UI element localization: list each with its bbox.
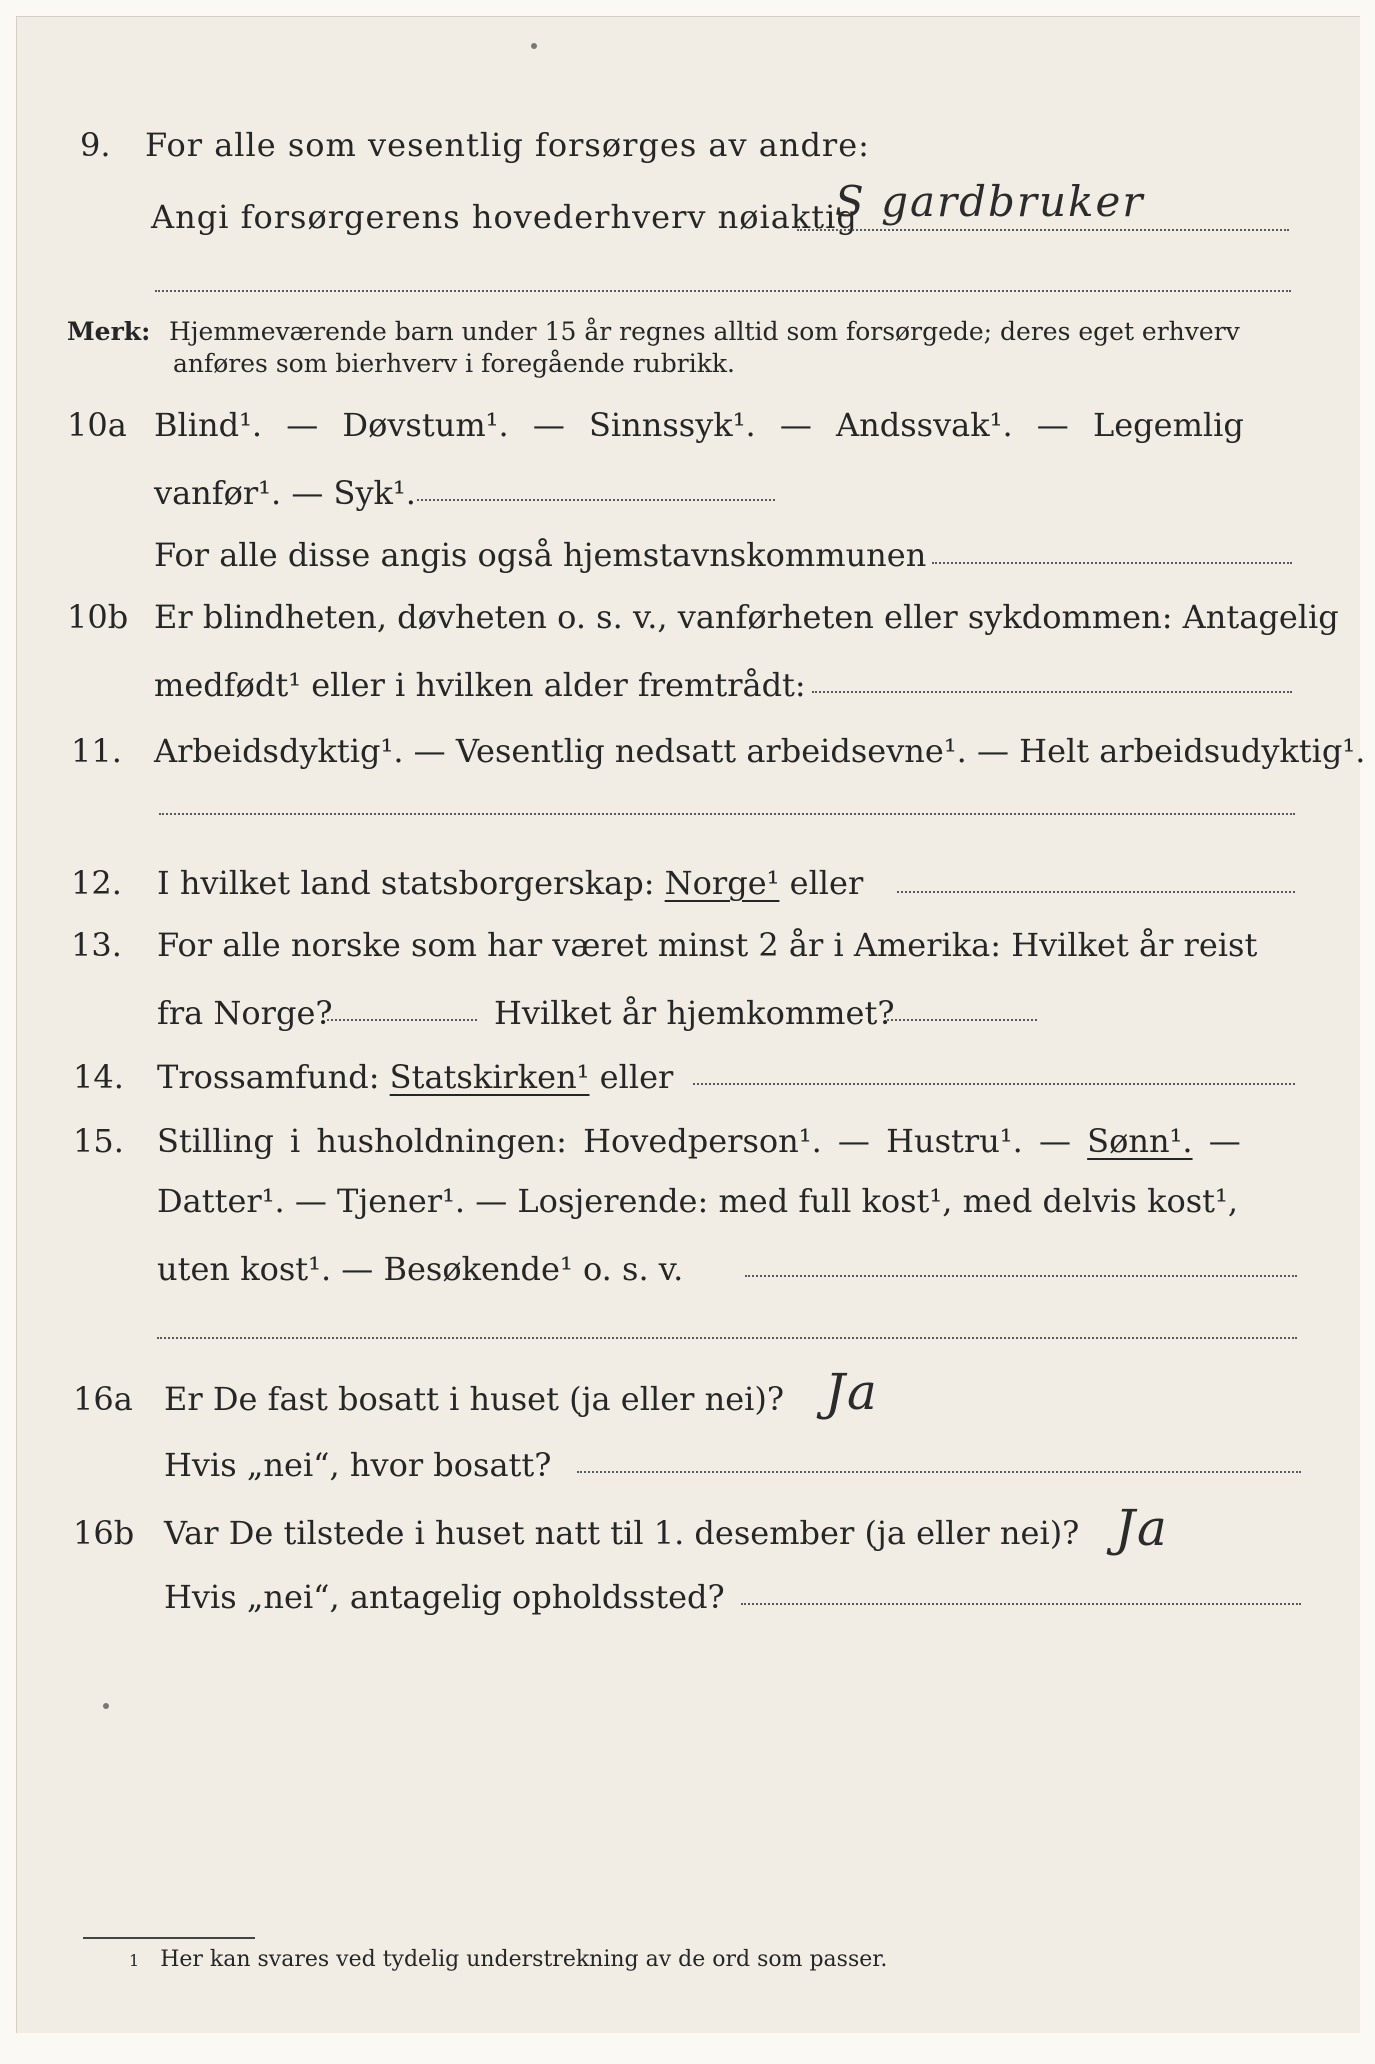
q16b-number: 16b xyxy=(73,1514,135,1552)
q10a-line2: vanfør¹. — Syk¹. xyxy=(154,474,416,512)
q15-line3: uten kost¹. — Besøkende¹ o. s. v. xyxy=(157,1250,684,1288)
q16a-handwritten-answer: Ja xyxy=(825,1363,879,1421)
paper-speck xyxy=(531,43,537,49)
q12-other-country-line xyxy=(897,891,1295,893)
q10a-number: 10a xyxy=(67,406,127,444)
q15-line2: Datter¹. — Tjener¹. — Losjerende: med full kost¹, med delvis kost¹, xyxy=(157,1182,1239,1220)
q10a-line3: For alle disse angis også hjemstavnskommunen xyxy=(154,536,927,574)
footnote-text: Her kan svares ved tydelig understrekning av de ord som passer. xyxy=(160,1947,888,1972)
q14-post: eller xyxy=(599,1058,674,1096)
q12-underlined-norge: Norge¹ xyxy=(664,864,780,902)
merk-line2: anføres som bierhverv i foregående rubrikk. xyxy=(173,349,735,378)
q10b-alder-line xyxy=(812,691,1292,693)
q12-number: 12. xyxy=(71,864,122,902)
q11-number: 11. xyxy=(71,732,122,770)
q10b-number: 10b xyxy=(67,598,129,636)
q13-line1: For alle norske som har været minst 2 år i Amerika: Hvilket år reist xyxy=(157,926,1258,964)
q16b-handwritten-answer: Ja xyxy=(1115,1499,1169,1557)
q10a-kommune-line xyxy=(932,562,1292,564)
q15-besokende-line xyxy=(745,1275,1297,1277)
q9-number: 9. xyxy=(80,126,111,164)
q10a-syk-line xyxy=(417,499,775,501)
q16a-line1: Er De fast bosatt i huset (ja eller nei)? xyxy=(164,1380,785,1418)
q12-line xyxy=(157,863,863,903)
q14-line xyxy=(157,1057,673,1097)
q10b-line1: Er blindheten, døvheten o. s. v., vanførheten eller sykdommen: Antagelig xyxy=(154,598,1339,636)
q11-extra-line xyxy=(159,813,1295,815)
footnote-mark: 1 xyxy=(129,1951,140,1970)
q9-line1: For alle som vesentlig forsørges av andre: xyxy=(145,126,870,164)
q16b-line1: Var De tilstede i huset natt til 1. desember (ja eller nei)? xyxy=(164,1514,1080,1552)
q14-underlined-statskirken: Statskirken¹ xyxy=(389,1058,590,1096)
q10a-line1: Blind¹. — Døvstum¹. — Sinnssyk¹. — Andssvak¹. — Legemlig xyxy=(154,406,1244,444)
q13-reist-line xyxy=(327,1019,477,1021)
q9-extra-line xyxy=(155,290,1291,292)
q10b-line2: medfødt¹ eller i hvilken alder fremtrådt: xyxy=(154,666,806,704)
footnote xyxy=(129,1945,887,1976)
census-form-page xyxy=(16,16,1366,2033)
q13-hjemkommet-line xyxy=(887,1019,1037,1021)
q12-post: eller xyxy=(789,864,864,902)
q9-line2: Angi forsørgerens hovederhverv nøiaktig xyxy=(151,198,858,236)
q14-other-line xyxy=(693,1083,1295,1085)
paper-speck xyxy=(103,1703,109,1709)
q15-number: 15. xyxy=(73,1122,124,1160)
merk-line1: Hjemmeværende barn under 15 år regnes alltid som forsørgede; deres eget erhverv xyxy=(169,317,1240,346)
q16a-number: 16a xyxy=(73,1380,133,1418)
q15-extra-line xyxy=(157,1337,1297,1339)
q11-line1: Arbeidsdyktig¹. — Vesentlig nedsatt arbeidsevne¹. — Helt arbeidsudyktig¹. xyxy=(154,732,1366,770)
q15-line1-post: — xyxy=(1208,1122,1241,1160)
q15-line1 xyxy=(157,1121,1241,1161)
q9-handwritten-answer: S gardbruker xyxy=(835,177,1145,226)
q16b-opholdssted-line xyxy=(741,1603,1301,1605)
merk-label: Merk: xyxy=(67,317,151,346)
q14-number: 14. xyxy=(73,1058,124,1096)
q13-line2b: Hvilket år hjemkommet? xyxy=(494,994,895,1032)
q13-line2a: fra Norge? xyxy=(157,994,333,1032)
q16a-bosatt-line xyxy=(577,1471,1301,1473)
footnote-rule xyxy=(83,1937,255,1939)
q15-line1-pre: Stilling i husholdningen: Hovedperson¹. — Hustru¹. — xyxy=(157,1122,1071,1160)
q13-number: 13. xyxy=(71,926,122,964)
q16a-line2: Hvis „nei“, hvor bosatt? xyxy=(164,1446,552,1484)
q9-answer-line xyxy=(797,229,1289,231)
q16b-line2: Hvis „nei“, antagelig opholdssted? xyxy=(164,1578,725,1616)
q14-pre: Trossamfund: xyxy=(157,1058,380,1096)
q15-underlined-sonn: Sønn¹. xyxy=(1087,1122,1193,1160)
q12-pre: I hvilket land statsborgerskap: xyxy=(157,864,655,902)
